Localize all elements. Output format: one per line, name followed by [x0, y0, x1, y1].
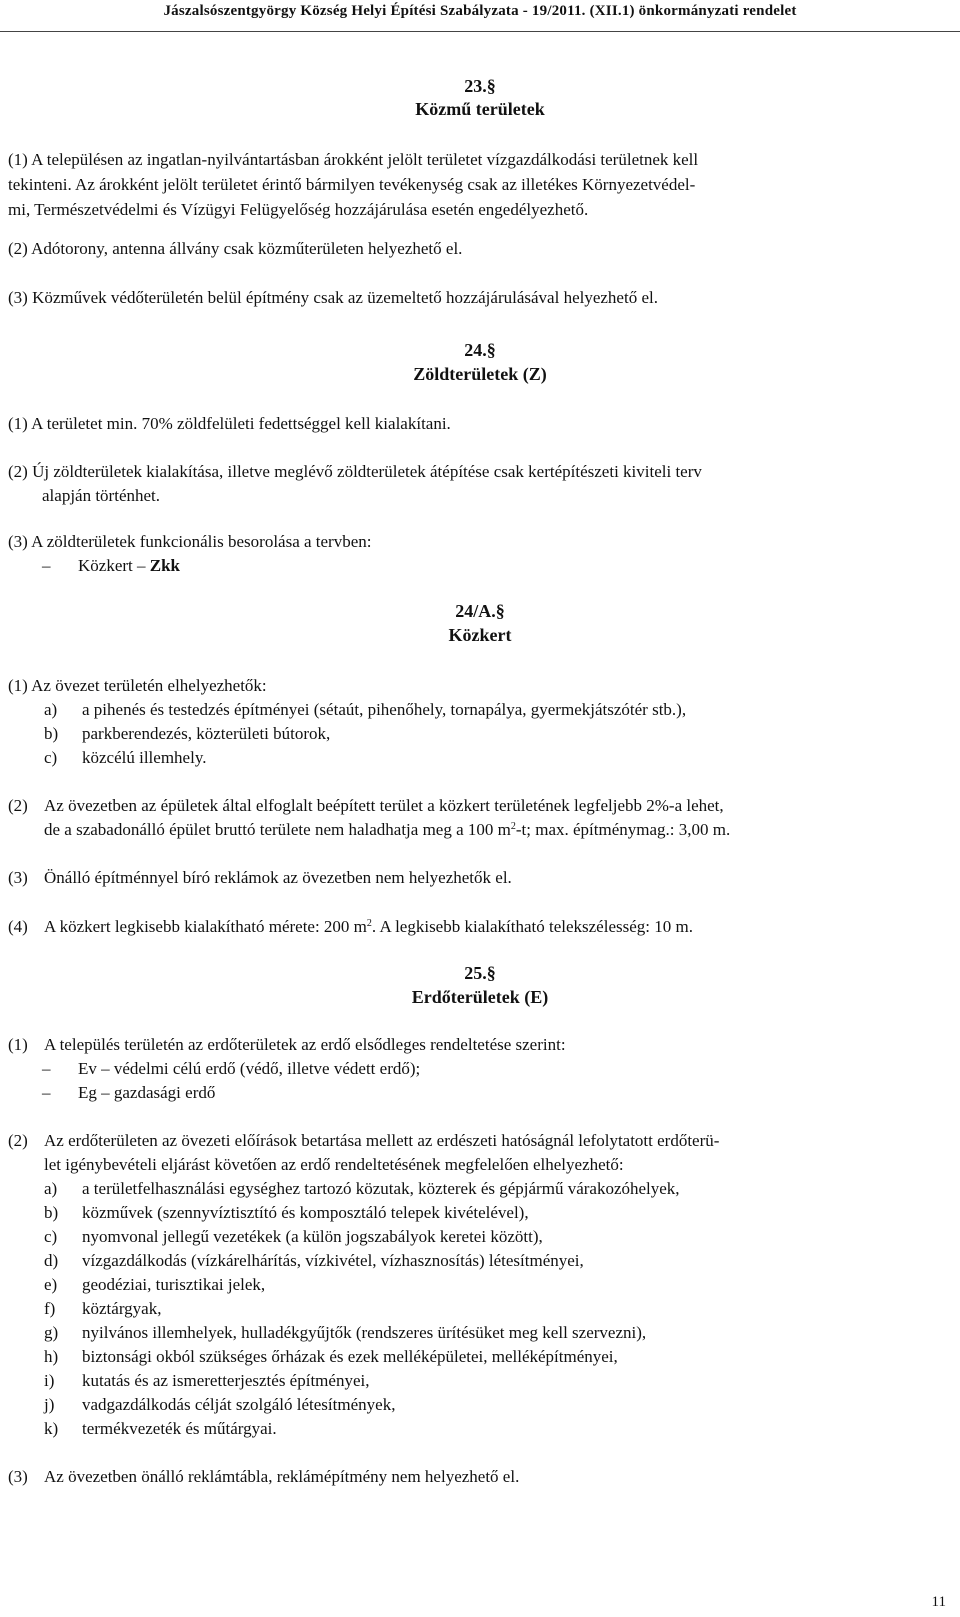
s25-item-label: e)	[44, 1275, 58, 1294]
s24a-item-b: parkberendezés, közterületi bútorok,	[82, 724, 331, 743]
list-dash: –	[42, 1083, 51, 1102]
s25-item-label: g)	[44, 1323, 59, 1342]
s25-item-text: vízgazdálkodás (vízkárelhárítás, vízkivétel, vízhasznosítás) létesítményei,	[82, 1251, 584, 1270]
page-number: 11	[931, 1594, 946, 1610]
s24-para-2-line-2: alapján történhet.	[42, 486, 161, 505]
section-23-number: 23.§	[464, 76, 496, 96]
section-25-title: Erdőterületek (E)	[411, 987, 549, 1007]
list-dash: –	[42, 556, 51, 575]
s25-item-label: d)	[44, 1251, 59, 1270]
list-dash: –	[42, 1059, 51, 1078]
s25-item-text: vadgazdálkodás célját szolgáló létesítmények,	[82, 1395, 396, 1414]
s25-list-ev: Ev – védelmi célú erdő (védő, illetve védett erdő);	[78, 1059, 421, 1078]
s24a-item-c: közcélú illemhely.	[82, 748, 207, 767]
s24a-para-2-line-1: Az övezetben az épületek által elfoglalt beépített terület a közkert területének legfeljebb 2%-a lehet,	[44, 796, 724, 815]
s25-list-eg: Eg – gazdasági erdő	[78, 1083, 216, 1102]
s24a-para-2-label: (2)	[8, 796, 28, 815]
s24a-item-c-label: c)	[44, 748, 58, 767]
section-24-title: Zöldterületek (Z)	[413, 364, 547, 384]
s25-para-1: A település területén az erdőterületek az erdő elsődleges rendeltetése szerint:	[44, 1035, 566, 1054]
s25-item-text: a területfelhasználási egységhez tartozó közutak, közterek és gépjármű várakozóhelyek,	[82, 1179, 680, 1198]
s24a-item-b-label: b)	[44, 724, 59, 743]
s25-item-label: i)	[44, 1371, 55, 1390]
s25-item-text: termékvezeték és műtárgyai.	[82, 1419, 277, 1438]
s24a-item-a: a pihenés és testedzés építményei (sétaút, pihenőhely, tornapálya, gyermekjátszótér stb.),	[82, 700, 687, 719]
s25-item-text: köztárgyak,	[82, 1299, 162, 1318]
s23-para-1-line-2: tekinteni. Az árokként jelölt területet érintő bármilyen tevékenység csak az illetékes Környezetvédel-	[8, 175, 696, 194]
kozkert-label: Közkert –	[78, 556, 150, 575]
s25-item-label: a)	[44, 1179, 58, 1198]
s25-item-text: biztonsági okból szükséges őrházak és ezek melléképületei, melléképítményei,	[82, 1347, 618, 1366]
s25-para-2-line-2: let igénybevételi eljárást követően az erdő rendeltetésének megfelelően elhelyezhető:	[44, 1155, 624, 1174]
s23-para-1-line-3: mi, Természetvédelmi és Vízügyi Felügyelőség hozzájárulása esetén engedélyezhető.	[8, 200, 589, 219]
s25-item-text: geodéziai, turisztikai jelek,	[82, 1275, 266, 1294]
section-24a-title: Közkert	[448, 625, 512, 645]
s24a-para-3-label: (3)	[8, 868, 28, 887]
s25-item-label: j)	[44, 1395, 55, 1414]
section-24-number: 24.§	[464, 340, 496, 360]
s24-list-item-kozkert	[78, 556, 180, 576]
s23-para-2: (2) Adótorony, antenna állvány csak közműterületen helyezhető el.	[8, 239, 463, 258]
s24a-para-4-label: (4)	[8, 917, 28, 936]
s25-para-2-line-1: Az erdőterületen az övezeti előírások betartása mellett az erdészeti hatóságnál lefolytatott erdőterü-	[44, 1131, 720, 1150]
s25-item-label: b)	[44, 1203, 59, 1222]
s25-item-text: közművek (szennyvíztisztító és komposztáló telepek kivételével),	[82, 1203, 529, 1222]
s23-para-1-line-1: (1) A településen az ingatlan-nyilvántartásban árokként jelölt területet vízgazdálkodási területnek kell	[8, 150, 699, 169]
s24a-para-2-line-2: de a szabadonálló épület bruttó területe nem haladhatja meg a 100 $m^2-t$; max. építménymag.: 3,00 m.	[44, 820, 731, 839]
s25-item-label: c)	[44, 1227, 58, 1246]
s23-para-3: (3) Közművek védőterületén belül építmény csak az üzemeltető hozzájárulásával helyezhető el.	[8, 288, 658, 307]
s25-para-1-label: (1)	[8, 1035, 28, 1054]
s25-item-label: f)	[44, 1299, 56, 1318]
kozkert-code: Zkk	[149, 556, 181, 575]
s24-para-2-line-1: (2) Új zöldterületek kialakítása, illetve meglévő zöldterületek átépítése csak kertépítészeti kiviteli terv	[8, 462, 702, 481]
s24a-para-1: (1) Az övezet területén elhelyezhetők:	[8, 676, 267, 695]
s25-item-label: k)	[44, 1419, 59, 1438]
section-23-title: Közmű területek	[415, 99, 545, 119]
s25-item-label: h)	[44, 1347, 59, 1366]
running-header: Jászalsószentgyörgy Község Helyi Építési Szabályzata - 19/2011. (XII.1) önkormányzati rendelet	[0, 3, 960, 32]
s24-para-1: (1) A területet min. 70% zöldfelületi fedettséggel kell kialakítani.	[8, 414, 451, 433]
s24-para-3: (3) A zöldterületek funkcionális besorolása a tervben:	[8, 532, 372, 551]
s24a-para-4: A közkert legkisebb kialakítható mérete: 200 $m^2$. A legkisebb kialakítható telekszélesség: 10 m.	[44, 917, 693, 936]
section-25-number: 25.§	[464, 963, 496, 983]
s25-item-text: kutatás és az ismeretterjesztés építményei,	[82, 1371, 370, 1390]
section-24a-number: 24/A.§	[455, 601, 505, 621]
s24a-item-a-label: a)	[44, 700, 58, 719]
s25-item-text: nyomvonal jellegű vezetékek (a külön jogszabályok keretei között),	[82, 1227, 543, 1246]
s25-para-2-label: (2)	[8, 1131, 28, 1150]
s25-item-text: nyilvános illemhelyek, hulladékgyűjtők (rendszeres ürítésüket meg kell szervezni),	[82, 1323, 647, 1342]
s24a-para-3: Önálló építménnyel bíró reklámok az övezetben nem helyezhetők el.	[44, 868, 512, 887]
s25-para-3: Az övezetben önálló reklámtábla, reklámépítmény nem helyezhető el.	[44, 1467, 520, 1486]
s25-para-3-label: (3)	[8, 1467, 28, 1486]
